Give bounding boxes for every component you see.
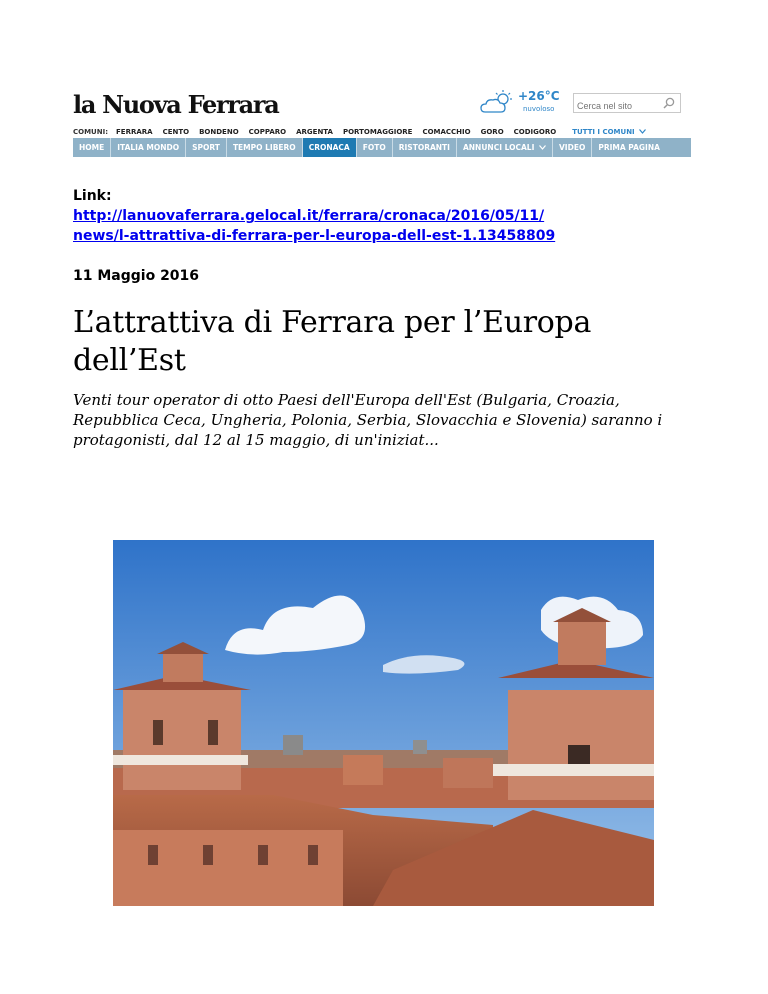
article-url-line1: http://lanuovaferrara.gelocal.it/ferrara/cronaca/2016/05/11/: [73, 208, 545, 224]
masthead: [73, 90, 693, 162]
comune-link[interactable]: CENTO: [162, 128, 190, 136]
article-date: 11 Maggio 2016: [73, 268, 200, 284]
nav-sport[interactable]: SPORT: [186, 138, 227, 157]
comuni-label: COMUNI:: [73, 128, 108, 136]
weather-widget[interactable]: [479, 90, 565, 118]
article-title-line2: dell’Est: [73, 343, 186, 378]
comune-link[interactable]: CODIGORO: [513, 128, 557, 136]
nav-home[interactable]: HOME: [73, 138, 111, 157]
article-url[interactable]: [73, 206, 713, 246]
castello-estense-photo: [113, 540, 654, 906]
nav-ristoranti[interactable]: RISTORANTI: [393, 138, 457, 157]
search-icon[interactable]: [663, 97, 675, 109]
article-photo: [113, 540, 654, 906]
comune-link[interactable]: FERRARA: [116, 128, 153, 136]
comuni-bar: [73, 128, 646, 136]
partly-cloudy-icon: [479, 90, 519, 116]
article-lede: Venti tour operator di otto Paesi dell'Europa dell'Est (Bulgaria, Croazia, Repubblica Ceca, Ungheria, Polonia, Serbia, Slovacchia e Slovenia) saranno i protagonisti, dal 12 al 15 maggio, di un'iniziat...: [73, 391, 663, 449]
nav-prima-pagina[interactable]: PRIMA PAGINA: [598, 143, 660, 152]
nav-annunci-locali[interactable]: [457, 138, 553, 157]
article: [73, 186, 713, 450]
link-label: Link:: [73, 188, 112, 204]
all-comuni-dropdown[interactable]: [572, 128, 646, 136]
chevron-down-icon: [639, 129, 646, 134]
main-nav: [73, 138, 691, 157]
comune-link[interactable]: COPPARO: [248, 128, 287, 136]
comune-link[interactable]: GORO: [480, 128, 504, 136]
nav-foto[interactable]: FOTO: [357, 138, 393, 157]
comune-link[interactable]: ARGENTA: [296, 128, 333, 136]
comune-link[interactable]: BONDENO: [199, 128, 239, 136]
article-title: [73, 304, 713, 380]
weather-temperature: +26°C: [518, 89, 560, 103]
nav-video[interactable]: VIDEO: [553, 138, 592, 157]
site-logo[interactable]: la Nuova Ferrara: [73, 90, 279, 119]
article-title-line1: L’attrattiva di Ferrara per l’Europa: [73, 305, 592, 340]
nav-cronaca[interactable]: CRONACA: [303, 138, 357, 157]
chevron-down-icon: [539, 145, 546, 150]
article-url-line2: news/l-attrattiva-di-ferrara-per-l-europa-dell-est-1.13458809: [73, 228, 556, 244]
comune-link[interactable]: COMACCHIO: [422, 128, 471, 136]
nav-annunci-locali-label: ANNUNCI LOCALI: [462, 143, 535, 152]
search-box: [573, 93, 681, 113]
all-comuni-label: TUTTI I COMUNI: [572, 128, 635, 136]
nav-italia-mondo[interactable]: ITALIA MONDO: [111, 138, 186, 157]
weather-condition: nuvoloso: [523, 105, 555, 113]
nav-tempo-libero[interactable]: TEMPO LIBERO: [227, 138, 303, 157]
search-input[interactable]: [577, 98, 659, 114]
comune-link[interactable]: PORTOMAGGIORE: [342, 128, 413, 136]
